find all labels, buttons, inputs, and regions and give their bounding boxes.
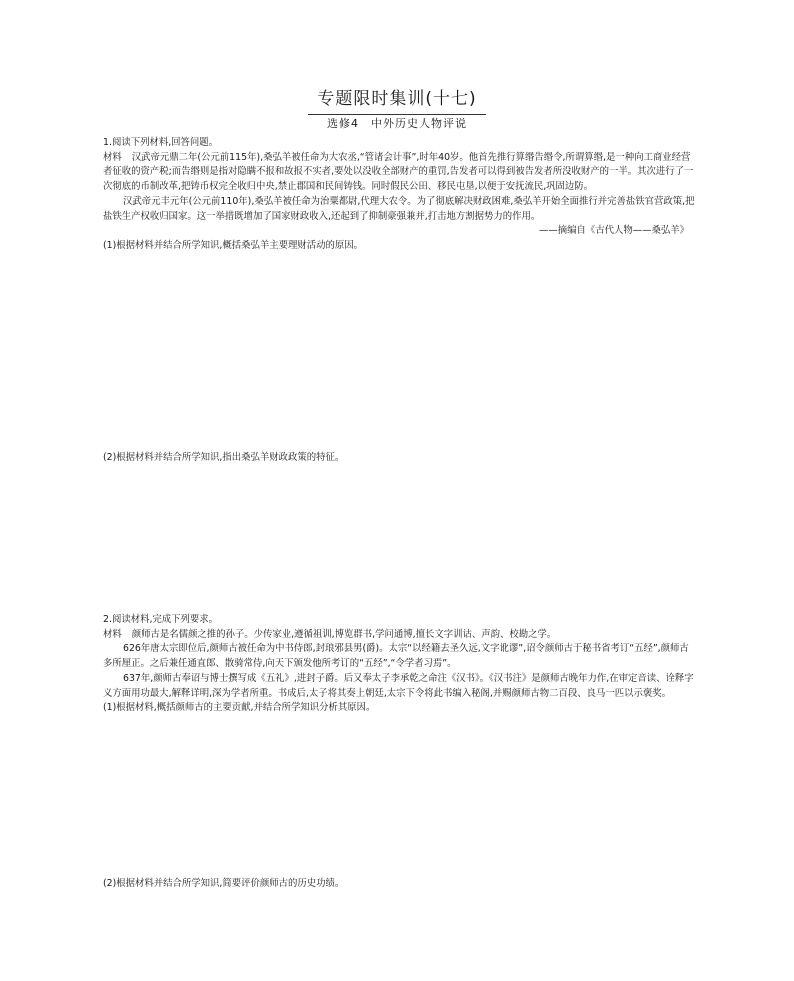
question-2-material-p1: 材料 颜师古是名儒颜之推的孙子。少传家业,遵循祖训,博览群书,学问通博,擅长文字训诂、声韵、校勘之学。	[103, 628, 557, 640]
question-1-material-p2: 汉武帝元丰元年(公元前110年),桑弘羊被任命为治粟都尉,代理大农令。为了彻底解决财政困难,桑弘羊开始全面推行并完善盐铁官营政策,把盐铁生产权收归国家。这一举措既增加了国家财政收入,还起到了抑制豪强兼并,打击地方割据势力的作用。	[103, 195, 695, 222]
question-1-source: ——摘编自《古代人物——桑弘羊》	[538, 225, 689, 237]
question-2-block	[103, 613, 695, 716]
question-2-material-p2: 626年唐太宗即位后,颜师古被任命为中书侍郎,封琅邪县男(爵)。太宗“以经籍去圣久远,文字讹谬”,诏令颜师古于秘书省考订“五经”,颜师古多所厘正。之后兼任通直郎、散骑常侍,向天下颁发他所考订的“五经”,“令学者习焉”。	[103, 643, 689, 670]
question-1-sub2: (2)根据材料并结合所学知识,指出桑弘羊财政政策的特征。	[103, 452, 345, 463]
material-label: 材料	[103, 628, 122, 640]
question-1-stem: 1.阅读下列材料,回答问题。	[103, 137, 219, 148]
material-label: 材料	[103, 151, 122, 163]
page-title: 专题限时集训(十七)	[317, 89, 477, 109]
question-2-sub1: (1)根据材料,概括颜师古的主要贡献,并结合所学知识分析其原因。	[103, 702, 376, 714]
question-2-sub2: (2)根据材料并结合所学知识,简要评价颜师古的历史功绩。	[103, 878, 345, 889]
question-2-stem: 2.阅读材料,完成下列要求。	[103, 614, 219, 625]
page-subtitle: 选修4 中外历史人物评说	[327, 117, 467, 130]
title-underline	[308, 114, 486, 115]
question-1-block	[103, 136, 695, 254]
question-1-sub1: (1)根据材料并结合所学知识,概括桑弘羊主要理财活动的原因。	[103, 239, 364, 251]
question-1-material-p1: 材料 汉武帝元鼎二年(公元前115年),桑弘羊被任命为大农丞,“管诸会计事”,时年40岁。他首先推行算缗告缗令,所谓算缗,是一种向工商业经营者征收的资产税;而告缗则是指对隐瞒不报和故报不实者,要处以没收全部财产的重罚,告发者可以得到被告发者所没收财产的一半。其次进行了一次彻底的币制改革,把铸币权完全收归中央,禁止郡国和民间铸钱。同时假民公田、移民屯垦,以便于安抚流民,巩固边防。	[103, 151, 694, 193]
question-2-material-p3: 637年,颜师古奉诏与博士撰写成《五礼》,进封子爵。后又奉太子李承乾之命注《汉书》。《汉书注》是颜师古晚年力作,在审定音读、诠释字义方面用功最大,解释详明,深为学者所重。书成后,太子将其奏上朝廷,太宗下令将此书编入秘阁,并赐颜师古物二百段、良马一匹以示褒奖。	[103, 672, 694, 699]
